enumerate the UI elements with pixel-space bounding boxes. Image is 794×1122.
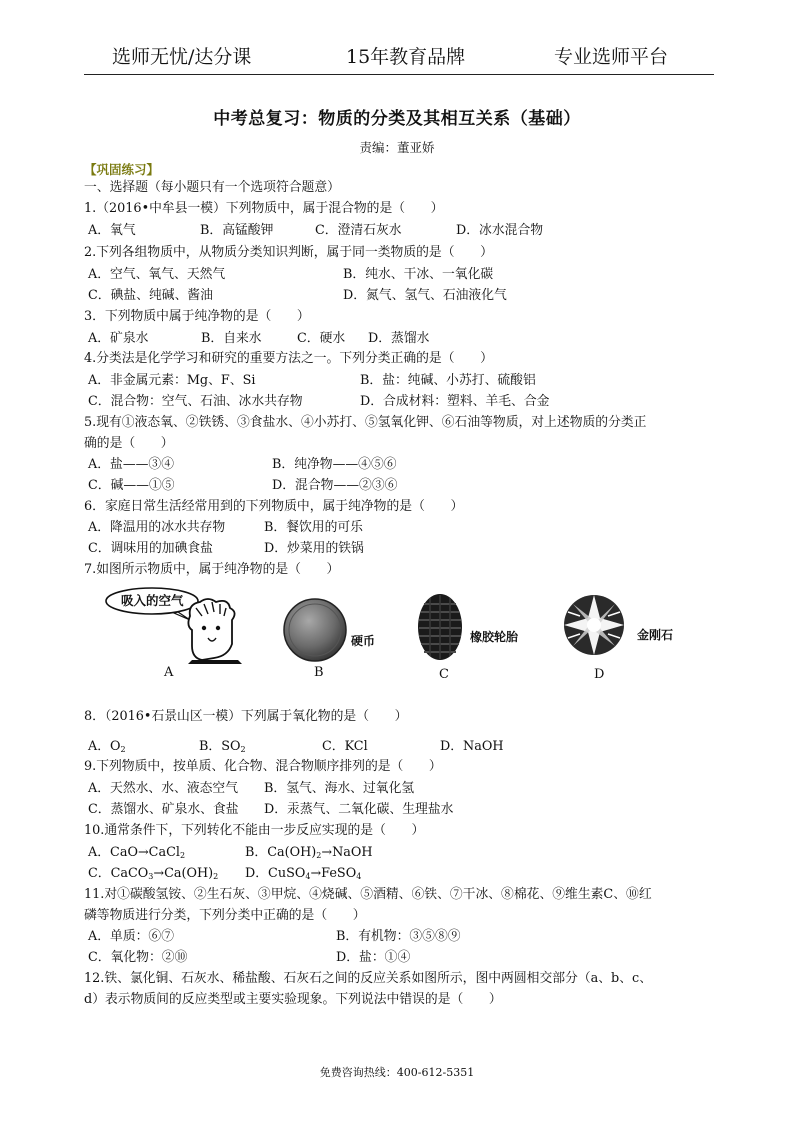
question-11-stem-line2: 磷等物质进行分类，下列分类中正确的是（ ）: [84, 908, 366, 923]
page-title: 中考总复习：物质的分类及其相互关系（基础）: [213, 109, 581, 129]
question-1-option-a: A．氧气: [88, 223, 136, 238]
question-10-option-b: B．$Ca(OH)_2\to NaOH$: [245, 845, 373, 860]
question-6-option-d: D．炒菜用的铁锅: [264, 541, 364, 556]
right-eye: [216, 626, 220, 630]
question-10-option-c: C．$CaCO_3\to Ca(OH)_2$: [88, 866, 219, 881]
speech-bubble-tail: [174, 612, 190, 620]
question-12-stem-line1: 12.铁、氯化铜、石灰水、稀盐酸、石灰石之间的反应关系如图所示，图中两圆相交部分（a、b、c、: [84, 971, 653, 986]
question-7-stem: 7.如图所示物质中，属于纯净物的是（ ）: [84, 562, 340, 577]
question-9-stem: 9.下列物质中，按单质、化合物、混合物顺序排列的是（ ）: [84, 759, 442, 774]
question-2-option-a: A．空气、氧气、天然气: [88, 267, 226, 282]
question-8-option-d: D．NaOH: [440, 739, 504, 754]
question-1-option-d: D．冰水混合物: [456, 223, 544, 238]
question-12-stem-line2: d）表示物质间的反应类型或主要实验现象。下列说法中错误的是（ ）: [84, 992, 502, 1007]
question-3-option-d: D．蒸馏水: [368, 331, 430, 346]
question-8-stem: 8．（2016•石景山区一模）下列属于氧化物的是（ ）: [84, 709, 408, 724]
left-eye: [202, 626, 206, 630]
head-outline: [188, 599, 234, 660]
question-3-option-c: C．硬水: [297, 331, 346, 346]
question-5-stem-line1: 5.现有①液态氧、②铁锈、③食盐水、④小苏打、⑤氢氧化钾、⑥石油等物质，对上述物质的分类正: [84, 415, 647, 430]
question-2-stem: 2.下列各组物质中，从物质分类知识判断，属于同一类物质的是（ ）: [84, 245, 493, 260]
question-11-stem-line1: 11.对①碳酸氢铵、②生石灰、③甲烷、④烧碱、⑤酒精、⑥铁、⑦干冰、⑧棉花、⑨维生素C、⑩红: [84, 887, 652, 902]
figure-c-label: 橡胶轮胎: [470, 630, 519, 644]
figure-letter-b: B: [314, 665, 324, 680]
question-1-option-b: B．高锰酸钾: [200, 223, 274, 238]
question-4-option-d: D．合成材料：塑料、羊毛、合金: [360, 394, 550, 409]
question-5-option-d: D．混合物——②③⑥: [272, 478, 398, 493]
section-label: 【巩固练习】: [84, 162, 160, 177]
question-2-option-c: C．碘盐、纯碱、酱油: [88, 288, 213, 303]
question-11-option-c: C．氧化物：②⑩: [88, 950, 188, 965]
question-3-option-a: A．矿泉水: [88, 331, 149, 346]
question-2-option-d: D．氮气、氢气、石油液化气: [343, 288, 507, 303]
part-heading: 一、选择题（每小题只有一个选项符合题意）: [84, 180, 340, 195]
shoulders: [188, 660, 242, 664]
question-4-option-c: C．混合物：空气、石油、冰水共存物: [88, 394, 303, 409]
question-5-option-a: A．盐——③④: [88, 457, 175, 472]
question-9-option-a: A．天然水、水、液态空气: [88, 781, 239, 796]
header-divider: [84, 74, 714, 75]
figure-c-tire-icon: [416, 592, 464, 662]
editor-line: 责编：董亚娇: [359, 140, 435, 155]
question-10-option-d: D．CuSO$_4$→FeSO$_4$: [245, 866, 362, 881]
question-2-option-b: B．纯水、干冰、一氧化碳: [343, 267, 494, 282]
figure-d-label: 金刚石: [637, 628, 674, 642]
header-center: 15年教育品牌: [346, 46, 466, 68]
question-5-option-b: B．纯净物——④⑤⑥: [272, 457, 397, 472]
question-11-option-b: B．有机物：③⑤⑧⑨: [336, 929, 461, 944]
question-10-stem: 10.通常条件下，下列转化不能由一步反应实现的是（ ）: [84, 823, 425, 838]
question-1-stem: 1.（2016•中牟县一模）下列物质中，属于混合物的是（ ）: [84, 201, 444, 216]
figure-letter-a: A: [164, 665, 174, 680]
figure-b-label: 硬币: [351, 634, 376, 648]
question-4-option-b: B．盐：纯碱、小苏打、硫酸铝: [360, 373, 536, 388]
question-3-option-b: B．自来水: [201, 331, 262, 346]
question-9-option-c: C．蒸馏水、矿泉水、食盐: [88, 802, 239, 817]
header-left: 选师无忧/达分课: [112, 46, 252, 68]
question-3-stem: 3．下列物质中属于纯净物的是（ ）: [84, 309, 310, 324]
question-5-stem-line2: 确的是（ ）: [84, 436, 174, 451]
question-9-option-b: B．氢气、海水、过氧化氢: [264, 781, 415, 796]
question-11-option-d: D．盐：①④: [336, 950, 411, 965]
question-4-stem: 4.分类法是化学学习和研究的重要方法之一。下列分类正确的是（ ）: [84, 351, 493, 366]
question-8-option-a: A．$O_2$: [88, 739, 126, 754]
figure-a-bubble-text: 吸入的空气: [121, 593, 184, 608]
question-5-option-c: C．碱——①⑤: [88, 478, 175, 493]
question-6-option-a: A．降温用的冰水共存物: [88, 520, 226, 535]
question-9-option-d: D．汞蒸气、二氧化碳、生理盐水: [264, 802, 454, 817]
question-6-stem: 6．家庭日常生活经常用到的下列物质中，属于纯净物的是（ ）: [84, 499, 464, 514]
footer-hotline: 免费咨询热线：400-612-5351: [319, 1066, 475, 1079]
question-6-option-b: B．餐饮用的可乐: [264, 520, 363, 535]
header-right: 专业选师平台: [554, 46, 669, 68]
figure-letter-c: C: [439, 667, 449, 682]
figure-letter-d: D: [594, 667, 605, 682]
figure-b-coin-icon: [282, 597, 348, 663]
question-6-option-c: C．调味用的加碘食盐: [88, 541, 213, 556]
question-4-option-a: A．非金属元素：Mg、F、Si: [88, 373, 256, 388]
question-11-option-a: A．单质：⑥⑦: [88, 929, 175, 944]
question-1-option-c: C．澄清石灰水: [315, 223, 402, 238]
question-8-option-c: C．KCl: [322, 739, 368, 754]
figure-d-diamond-icon: [560, 592, 628, 658]
question-8-option-b: B．$SO_2$: [199, 739, 246, 754]
question-10-option-a: A．CaO→CaCl$_2$: [88, 845, 186, 860]
